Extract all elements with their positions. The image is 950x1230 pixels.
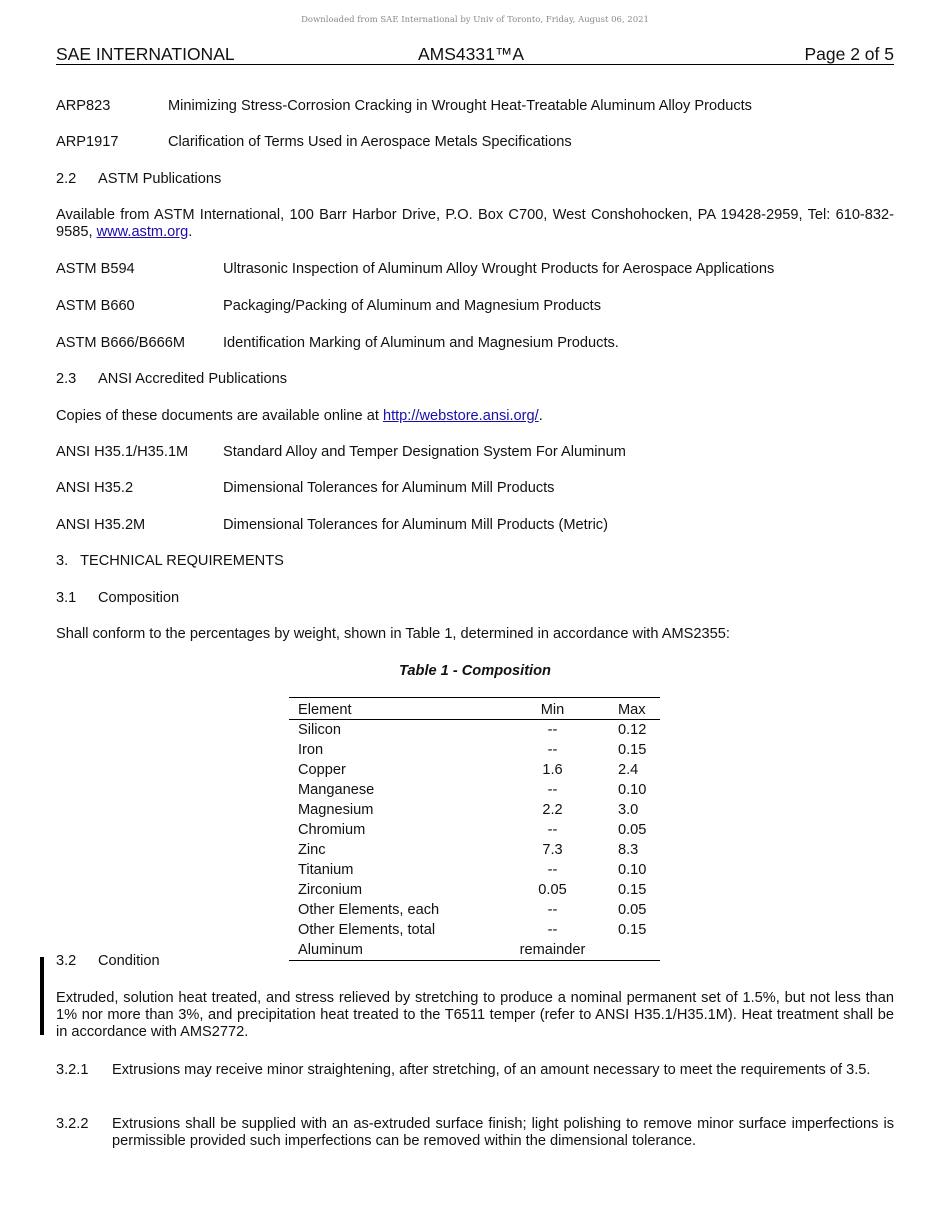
table-row bbox=[289, 840, 660, 860]
cell-min: remainder bbox=[499, 940, 606, 961]
section-heading-2-3 bbox=[56, 371, 894, 388]
section-title: ANSI Accredited Publications bbox=[98, 371, 288, 387]
reference-row bbox=[56, 98, 894, 115]
header-org: SAE INTERNATIONAL bbox=[56, 44, 235, 64]
condition-paragraph: Extruded, solution heat treated, and stress relieved by stretching to produce a nominal permanent set of 1.5%, but not less than 1% nor more than 3%, and precipitation heat treated to the T6511 temper (refer to ANSI H35.1/H35.1M). Heat treatment shall be in accordance with AMS2772. bbox=[56, 990, 894, 1040]
cell-element: Copper bbox=[298, 762, 346, 778]
cell-element: Zirconium bbox=[298, 882, 363, 898]
section-number: 2.3 bbox=[56, 371, 77, 387]
cell-max: 0.10 bbox=[618, 782, 647, 798]
cell-max: 3.0 bbox=[618, 802, 639, 818]
cell-min: -- bbox=[547, 742, 558, 758]
paragraph-text: . bbox=[538, 408, 543, 424]
cell-min: -- bbox=[547, 922, 558, 938]
paragraph-text: Copies of these documents are available online at bbox=[56, 408, 383, 424]
cell-min: 1.6 bbox=[542, 762, 563, 778]
paragraph-text: Available from ASTM International, 100 Barr Harbor Drive, P.O. Box C700, West Conshohocken, PA 19428-2959, Tel: 610-832-9585, bbox=[56, 207, 894, 240]
subsection-3-2-2 bbox=[56, 1116, 894, 1152]
cell-element: Other Elements, each bbox=[298, 902, 440, 918]
composition-paragraph: Shall conform to the percentages by weight, shown in Table 1, determined in accordance with AMS2355: bbox=[56, 626, 730, 642]
section-number: 3.2 bbox=[56, 953, 77, 969]
cell-max: 0.05 bbox=[618, 822, 647, 838]
table-row bbox=[289, 760, 660, 780]
ansi-availability-paragraph bbox=[56, 408, 894, 425]
cell-element: Zinc bbox=[298, 842, 326, 858]
table-row bbox=[289, 800, 660, 820]
cell-element: Silicon bbox=[298, 722, 341, 738]
revision-change-bar bbox=[40, 957, 44, 1035]
reference-row bbox=[56, 261, 894, 278]
reference-row bbox=[56, 134, 894, 151]
section-title: ASTM Publications bbox=[98, 171, 222, 187]
composition-table bbox=[289, 697, 660, 961]
cell-max: 0.15 bbox=[618, 882, 647, 898]
reference-code: ANSI H35.2 bbox=[56, 480, 134, 496]
reference-title: Ultrasonic Inspection of Aluminum Alloy Wrought Products for Aerospace Applications bbox=[223, 261, 775, 277]
reference-code: ANSI H35.2M bbox=[56, 517, 146, 533]
page-header bbox=[56, 44, 894, 65]
table-row bbox=[289, 900, 660, 920]
reference-row bbox=[56, 517, 894, 534]
cell-max: 0.05 bbox=[618, 902, 647, 918]
table-row bbox=[289, 920, 660, 940]
reference-title: Dimensional Tolerances for Aluminum Mill Products (Metric) bbox=[223, 517, 608, 533]
cell-element: Other Elements, total bbox=[298, 922, 436, 938]
cell-element: Manganese bbox=[298, 782, 375, 798]
section-heading-2-2 bbox=[56, 171, 894, 188]
section-number: 3.1 bbox=[56, 590, 77, 606]
section-heading-3-1 bbox=[56, 590, 894, 607]
reference-code: ANSI H35.1/H35.1M bbox=[56, 444, 189, 460]
cell-element: Aluminum bbox=[289, 940, 499, 961]
table-row bbox=[289, 820, 660, 840]
table-row bbox=[289, 720, 660, 741]
cell-min: 2.2 bbox=[542, 802, 563, 818]
table-row bbox=[289, 780, 660, 800]
cell-min: -- bbox=[547, 822, 558, 838]
reference-title: Clarification of Terms Used in Aerospace Metals Specifications bbox=[168, 134, 572, 150]
subsection-text: Extrusions may receive minor straightening, after stretching, of an amount necessary to meet the requirements of 3.5. bbox=[112, 1062, 871, 1078]
section-number: 2.2 bbox=[56, 171, 77, 187]
reference-row bbox=[56, 335, 894, 352]
column-header-min: Min bbox=[499, 698, 606, 720]
reference-title: Minimizing Stress-Corrosion Cracking in Wrought Heat-Treatable Aluminum Alloy Products bbox=[168, 98, 752, 114]
subsection-number: 3.2.1 bbox=[56, 1062, 89, 1078]
cell-max: 8.3 bbox=[618, 842, 639, 858]
cell-min: 0.05 bbox=[538, 882, 567, 898]
cell-min: 7.3 bbox=[542, 842, 563, 858]
ansi-webstore-link[interactable]: http://webstore.ansi.org/ bbox=[382, 408, 539, 424]
reference-title: Packaging/Packing of Aluminum and Magnesium Products bbox=[223, 298, 602, 314]
reference-title: Dimensional Tolerances for Aluminum Mill Products bbox=[223, 480, 555, 496]
table-row bbox=[289, 740, 660, 760]
cell-max: 0.10 bbox=[618, 862, 647, 878]
reference-row bbox=[56, 480, 894, 497]
reference-code: ASTM B666/B666M bbox=[56, 335, 185, 351]
cell-min: -- bbox=[547, 902, 558, 918]
cell-element: Titanium bbox=[298, 862, 354, 878]
cell-max: 0.12 bbox=[618, 722, 647, 738]
subsection-3-2-1 bbox=[56, 1062, 894, 1098]
section-heading-3: 3. TECHNICAL REQUIREMENTS bbox=[56, 553, 284, 569]
subsection-number: 3.2.2 bbox=[56, 1116, 89, 1132]
cell-max: 0.15 bbox=[618, 742, 647, 758]
column-header-max: Max bbox=[606, 698, 660, 720]
reference-code: ARP823 bbox=[56, 98, 111, 114]
cell-max: 0.15 bbox=[618, 922, 647, 938]
cell-element: Magnesium bbox=[298, 802, 374, 818]
column-header-element: Element bbox=[289, 698, 499, 720]
reference-code: ASTM B594 bbox=[56, 261, 135, 277]
cell-min: -- bbox=[547, 862, 558, 878]
section-title: Composition bbox=[98, 590, 180, 606]
reference-title: Standard Alloy and Temper Designation System For Aluminum bbox=[223, 444, 626, 460]
cell-min: -- bbox=[547, 782, 558, 798]
section-title: Condition bbox=[98, 953, 160, 969]
reference-title: Identification Marking of Aluminum and Magnesium Products. bbox=[223, 335, 619, 351]
cell-element: Chromium bbox=[298, 822, 366, 838]
reference-row bbox=[56, 444, 894, 461]
reference-row bbox=[56, 298, 894, 315]
astm-website-link[interactable]: www.astm.org bbox=[96, 224, 189, 240]
reference-code: ASTM B660 bbox=[56, 298, 135, 314]
table-row bbox=[289, 860, 660, 880]
header-doc-id: AMS4331™A bbox=[418, 44, 525, 64]
astm-availability-paragraph bbox=[56, 207, 894, 241]
cell-max: 2.4 bbox=[618, 762, 639, 778]
table-row bbox=[289, 880, 660, 900]
header-page-number: Page 2 of 5 bbox=[804, 44, 894, 64]
reference-code: ARP1917 bbox=[56, 134, 119, 150]
table-caption: Table 1 - Composition bbox=[399, 663, 551, 679]
cell-element: Iron bbox=[298, 742, 324, 758]
table-header-row bbox=[289, 698, 660, 720]
section-heading-3-2 bbox=[56, 953, 894, 970]
subsection-text: Extrusions shall be supplied with an as-extruded surface finish; light polishing to remove minor surface imperfections is permissible provided such imperfections can be removed within the dimensional tolerance. bbox=[112, 1116, 894, 1149]
download-watermark: Downloaded from SAE International by Univ of Toronto, Friday, August 06, 2021 bbox=[301, 15, 649, 25]
paragraph-text: . bbox=[188, 224, 193, 240]
cell-min: -- bbox=[547, 722, 558, 738]
